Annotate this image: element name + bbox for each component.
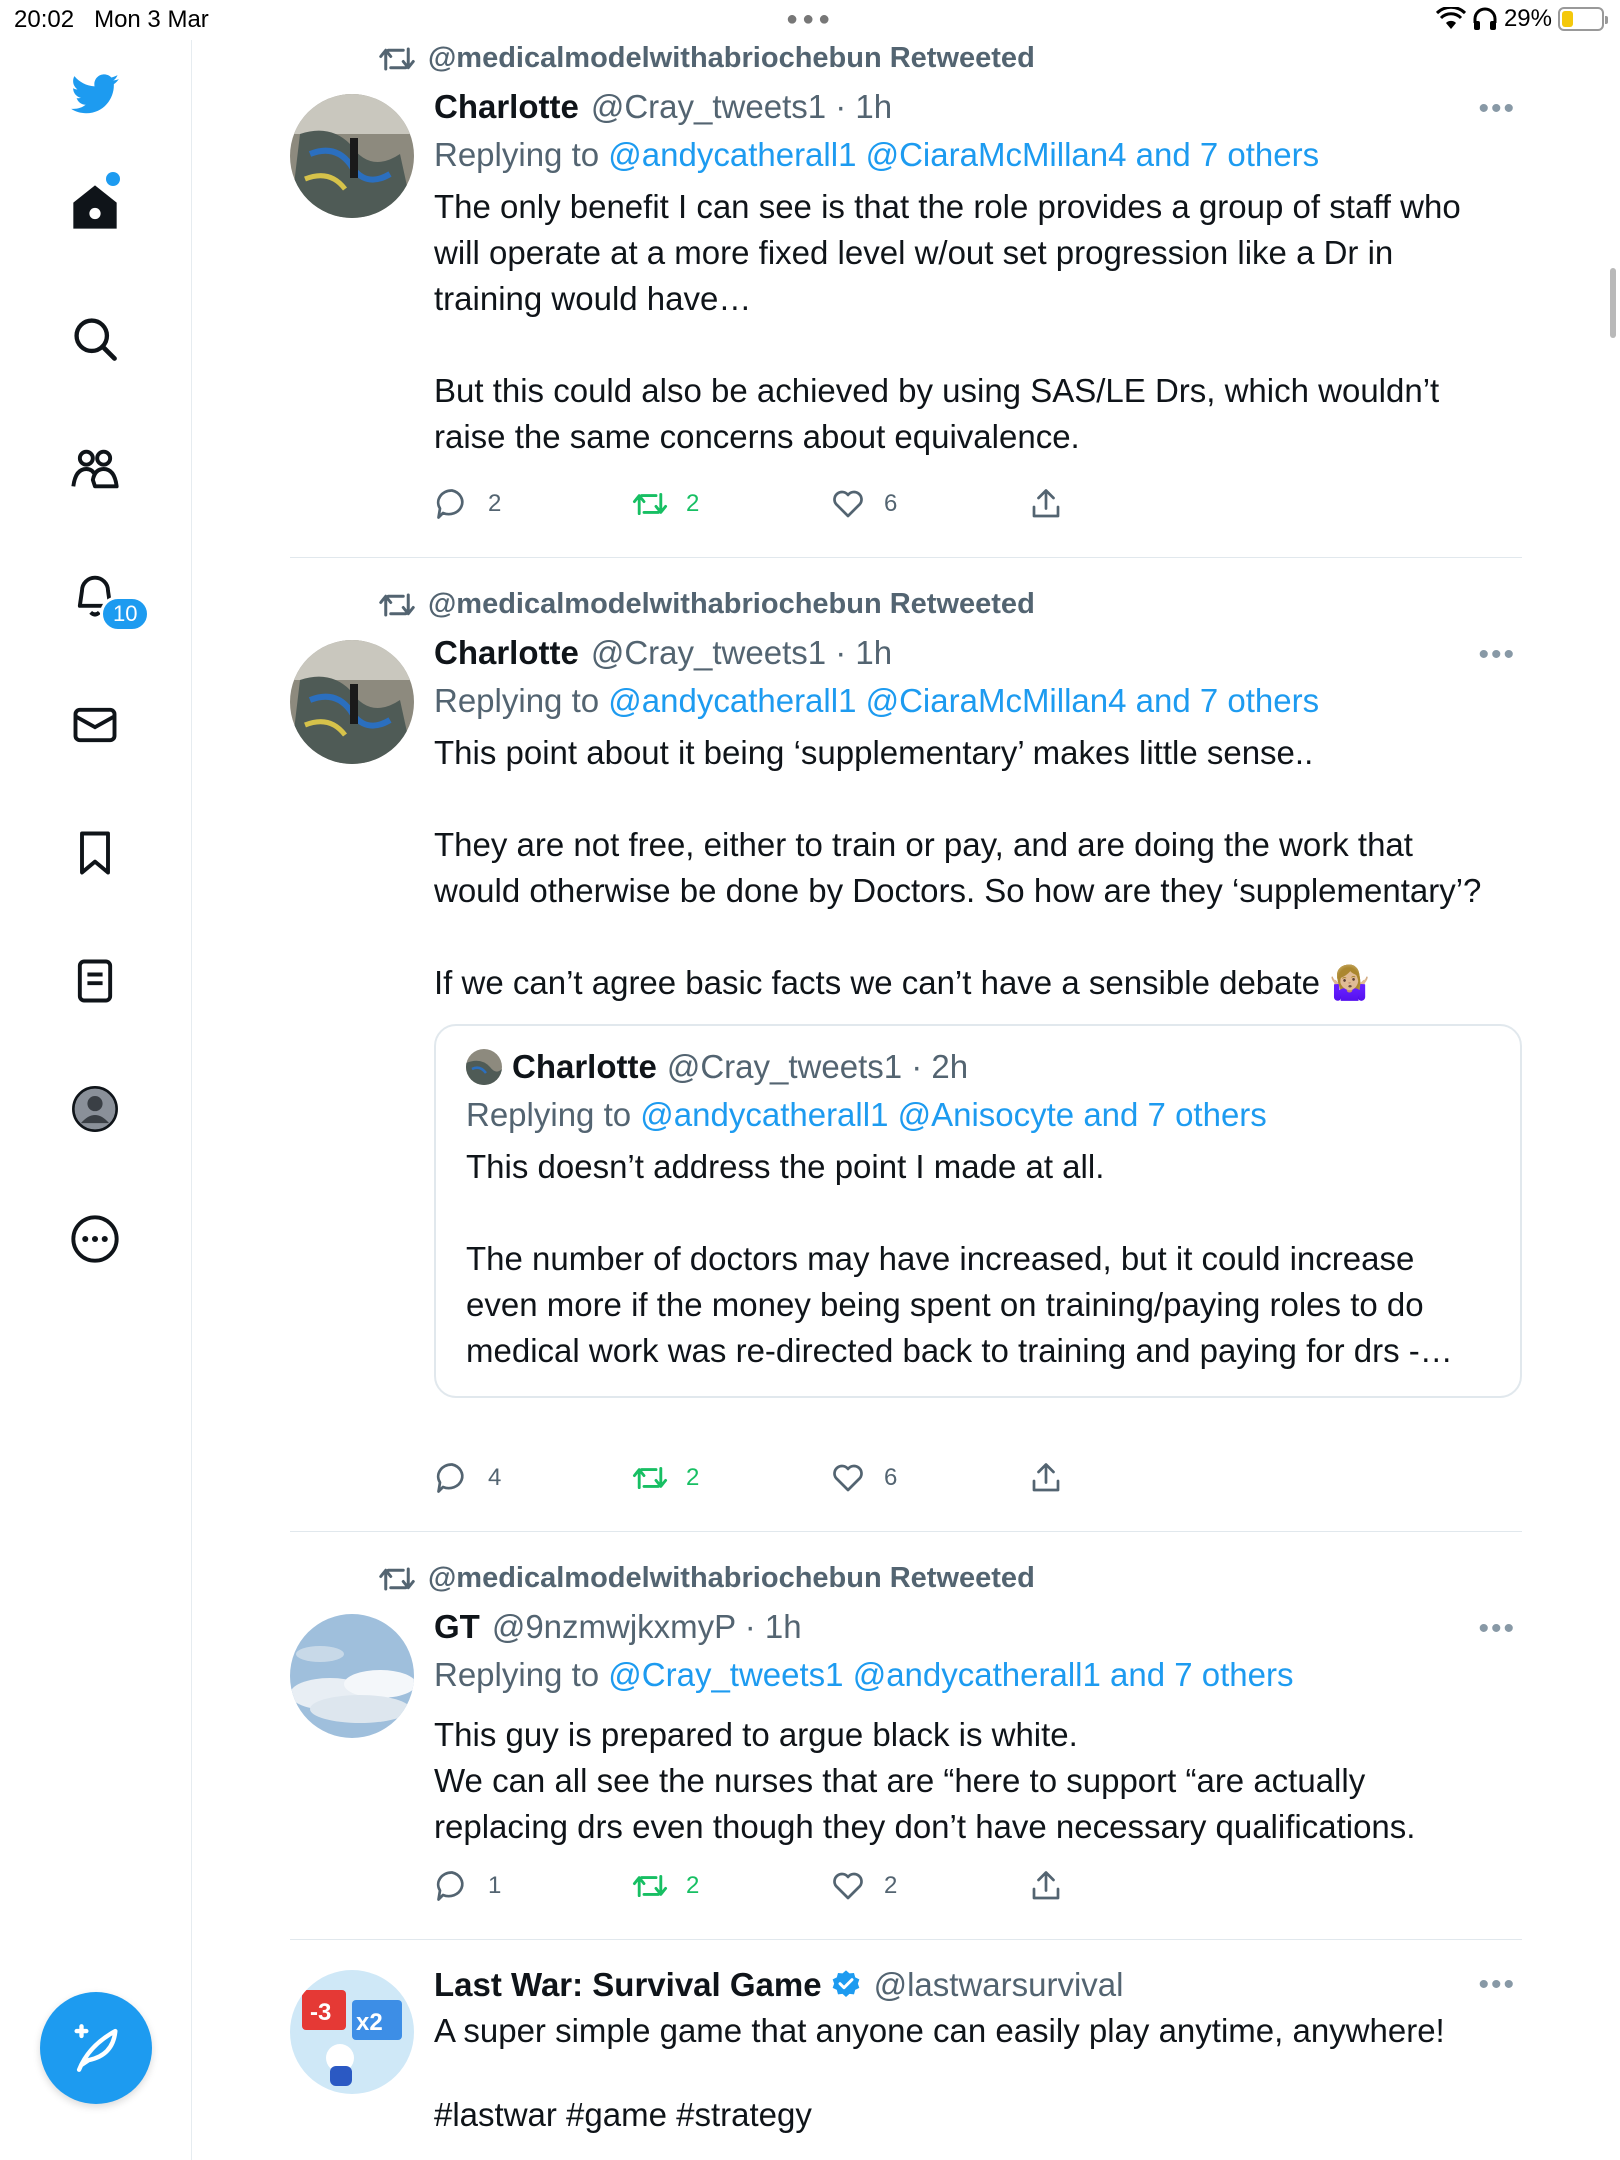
reply-icon <box>434 486 470 522</box>
retweet-context: @medicalmodelwithabriochebun Retweeted <box>378 42 1035 75</box>
quoted-tweet[interactable] <box>434 1024 1522 1398</box>
share-icon <box>1028 486 1064 522</box>
author-name[interactable]: Charlotte <box>434 634 579 671</box>
reply-links[interactable]: @Cray_tweets1 @andycatherall1 and 7 others <box>608 1656 1294 1693</box>
multitask-dots[interactable]: ●●● <box>786 8 835 30</box>
share-button[interactable] <box>1028 486 1064 522</box>
tweet-text: This guy is prepared to argue black is white. We can all see the nurses that are “here to support “are actually replacing drs even though they don’t have necessary qualifications. <box>434 1716 1416 1845</box>
more-options-icon[interactable] <box>66 1210 124 1268</box>
avatar[interactable] <box>290 640 414 764</box>
tweet[interactable] <box>290 1940 1522 2160</box>
retweet-button[interactable]: 2 <box>632 1868 699 1904</box>
battery-icon <box>1558 7 1604 31</box>
retweet-icon <box>632 1868 668 1904</box>
heart-icon <box>830 1868 866 1904</box>
tweet-content <box>434 88 1522 460</box>
reply-icon <box>434 1460 470 1496</box>
author-handle[interactable]: @Cray_tweets1 · 1h <box>590 634 893 671</box>
twitter-logo-icon[interactable] <box>66 66 124 124</box>
timeline-feed <box>290 40 1522 2160</box>
avatar[interactable] <box>290 1970 414 2094</box>
author-handle[interactable]: @Cray_tweets1 · 1h <box>590 88 893 125</box>
quoted-author-name: Charlotte <box>512 1048 657 1085</box>
more-options-button[interactable]: ••• <box>1478 1612 1516 1645</box>
reply-links[interactable]: @andycatherall1 @CiaraMcMillan4 and 7 others <box>608 136 1320 173</box>
reply-button[interactable]: 2 <box>434 486 501 522</box>
heart-icon <box>830 1460 866 1496</box>
replying-to: Replying to @andycatherall1 @CiaraMcMillan4 and 7 others <box>434 682 1320 719</box>
author-name[interactable]: GT <box>434 1608 480 1645</box>
scrollbar[interactable] <box>1610 268 1616 338</box>
home-icon[interactable] <box>66 178 124 236</box>
status-bar <box>0 0 1620 40</box>
tweet-header <box>434 1608 1522 1646</box>
quoted-tweet-header <box>466 1048 1490 1086</box>
tweet-content <box>434 1608 1522 1850</box>
replying-to: Replying to @andycatherall1 @CiaraMcMillan4 and 7 others <box>434 136 1320 173</box>
reply-icon <box>434 1868 470 1904</box>
quoted-author-handle: @Cray_tweets1 · 2h <box>666 1048 969 1085</box>
hashtags[interactable]: #lastwar #game #strategy <box>434 2096 812 2133</box>
quoted-tweet-text: This doesn’t address the point I made at all. The number of doctors may have increased, but it could increase even more if the money being spent on training/paying roles to do medical work was re-directed back to training and paying for drs -… <box>466 1148 1453 1369</box>
reply-button[interactable]: 4 <box>434 1460 501 1496</box>
retweet-icon <box>632 486 668 522</box>
tweet[interactable] <box>290 40 1522 558</box>
reply-button[interactable]: 1 <box>434 1868 501 1904</box>
communities-icon[interactable] <box>66 440 124 498</box>
more-options-button[interactable]: ••• <box>1478 1968 1516 2001</box>
tweet[interactable] <box>290 1532 1522 1940</box>
tweet-text: This point about it being ‘supplementary’ makes little sense.. They are not free, either to train or pay, and are doing the work that would otherwise be done by Doctors. So how are they ‘supplementary’? If we can’t agree basic facts we can’t have a sensible debate 🤷🏼‍♀️ <box>434 734 1482 1001</box>
retweet-icon <box>378 44 416 74</box>
lists-icon[interactable] <box>66 952 124 1010</box>
search-icon[interactable] <box>66 310 124 368</box>
retweet-context: @medicalmodelwithabriochebun Retweeted <box>378 588 1035 621</box>
avatar[interactable] <box>290 94 414 218</box>
more-options-button[interactable]: ••• <box>1478 92 1516 125</box>
tweet-header <box>434 634 1522 672</box>
share-icon <box>1028 1460 1064 1496</box>
quoted-replying-to: Replying to @andycatherall1 @Anisocyte and 7 others <box>466 1096 1267 1133</box>
notifications-badge: 10 <box>100 596 150 632</box>
tweet-header <box>434 88 1522 126</box>
tweet-content <box>434 634 1522 1398</box>
retweet-icon <box>378 590 416 620</box>
tweet-text: A super simple game that anyone can easily play anytime, anywhere! <box>434 2012 1445 2049</box>
profile-avatar-icon[interactable] <box>66 1080 124 1138</box>
status-time: 20:02 Mon 3 Mar <box>14 6 209 33</box>
tweet-header <box>434 1966 1522 2004</box>
share-button[interactable] <box>1028 1868 1064 1904</box>
reply-links[interactable]: @andycatherall1 @CiaraMcMillan4 and 7 others <box>608 682 1320 719</box>
svg-text:x2: x2 <box>356 2009 383 2036</box>
author-name[interactable]: Charlotte <box>434 88 579 125</box>
status-right <box>1436 5 1604 33</box>
retweet-icon <box>632 1460 668 1496</box>
bookmarks-icon[interactable] <box>66 824 124 882</box>
headphones-icon <box>1472 7 1498 31</box>
wifi-icon <box>1436 7 1466 31</box>
share-button[interactable] <box>1028 1460 1064 1496</box>
retweet-button[interactable]: 2 <box>632 486 699 522</box>
tweet-content <box>434 1966 1522 2138</box>
quoted-reply-links[interactable]: @andycatherall1 @Anisocyte and 7 others <box>640 1096 1267 1133</box>
replying-to: Replying to @Cray_tweets1 @andycatherall1 and 7 others <box>434 1656 1294 1693</box>
author-handle[interactable]: @lastwarsurvival <box>873 1966 1124 2003</box>
quoted-avatar <box>466 1049 502 1085</box>
author-handle[interactable]: @9nzmwjkxmyP · 1h <box>491 1608 802 1645</box>
compose-feather-icon <box>67 2019 125 2077</box>
retweet-context: @medicalmodelwithabriochebun Retweeted <box>378 1562 1035 1595</box>
more-options-button[interactable]: ••• <box>1478 638 1516 671</box>
retweet-button[interactable]: 2 <box>632 1460 699 1496</box>
sidebar <box>0 40 192 2160</box>
like-button[interactable]: 6 <box>830 1460 897 1496</box>
retweet-icon <box>378 1564 416 1594</box>
like-button[interactable]: 6 <box>830 486 897 522</box>
share-icon <box>1028 1868 1064 1904</box>
tweet-text: The only benefit I can see is that the role provides a group of staff who will operate at a more fixed level w/out set progression like a Dr in training would have… But this could also be achieved by using SAS/LE Drs, which wouldn’t raise the same concerns about equivalence. <box>434 188 1461 455</box>
battery-percent: 29% <box>1503 5 1552 32</box>
like-button[interactable]: 2 <box>830 1868 897 1904</box>
tweet[interactable] <box>290 558 1522 1532</box>
compose-tweet-button[interactable] <box>40 1992 152 2104</box>
author-name[interactable]: Last War: Survival Game <box>434 1966 822 2003</box>
heart-icon <box>830 486 866 522</box>
svg-text:-3: -3 <box>310 1999 332 2026</box>
avatar[interactable] <box>290 1614 414 1738</box>
verified-badge-icon <box>830 1969 862 2001</box>
messages-icon[interactable] <box>66 696 124 754</box>
